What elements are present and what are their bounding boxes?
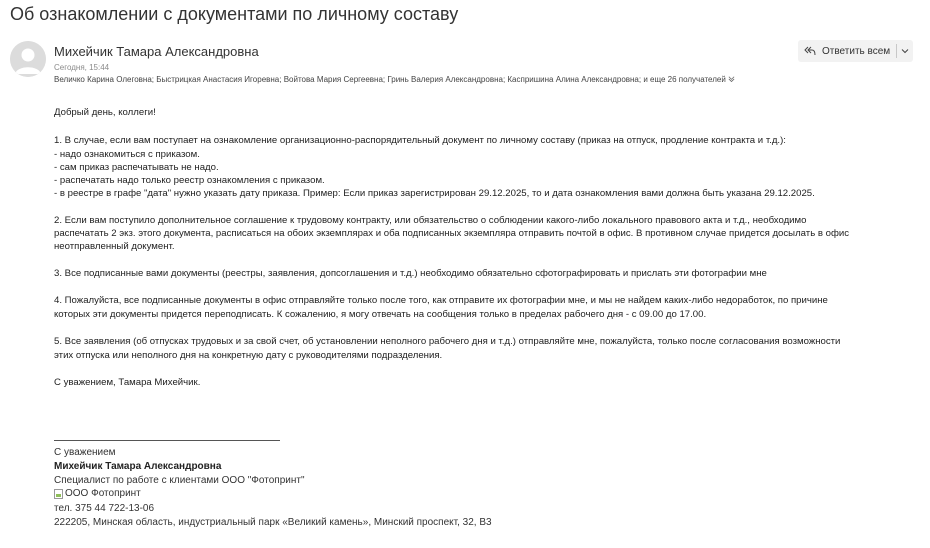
body-line: - распечатать надо только реестр ознакомления с приказом. bbox=[54, 175, 325, 186]
reply-all-icon bbox=[804, 45, 816, 57]
sender-name[interactable]: Михейчик Тамара Александровна bbox=[54, 44, 259, 59]
email-closing: С уважением, Тамара Михейчик. bbox=[54, 377, 201, 388]
body-line: этих отпуска или неполного дня на конкретную дату с руководителями подразделения. bbox=[54, 350, 443, 361]
recipients-list bbox=[54, 75, 735, 84]
signature-name: Михейчик Тамара Александровна bbox=[54, 461, 222, 472]
broken-image-icon bbox=[54, 489, 63, 499]
body-line: которых эти документы придется переподписать. К сожалению, я могу отвечать на сообщения только в пределах рабочего дня - с 09.00 до 17.00. bbox=[54, 309, 707, 320]
signature-address: 222205, Минская область, индустриальный парк «Великий камень», Минский проспект, 32, В3 bbox=[54, 517, 492, 528]
expand-recipients-icon[interactable] bbox=[728, 75, 735, 84]
body-line: 1. В случае, если вам поступает на ознакомление организационно-распорядительный документ по личному составу (приказ на отпуск, продление контракта и т.д.): bbox=[54, 135, 786, 146]
chevron-down-icon bbox=[901, 47, 909, 55]
sent-time: Сегодня, 15:44 bbox=[54, 63, 110, 72]
body-line: - в реестре в графе "дата" нужно указать дату приказа. Пример: Если приказ зарегистрирован 29.12.2025, то и дата ознакомления вами должна быть указана 29.12.2025. bbox=[54, 188, 815, 199]
body-line: 4. Пожалуйста, все подписанные документы в офис отправляйте только после того, как отправите их фотографии мне, и мы не найдем каких-либо недоработок, по причине bbox=[54, 295, 828, 306]
body-line: 3. Все подписанные вами документы (реестры, заявления, допсоглашения и т.д.) необходимо обязательно сфотографировать и прислать эти фотографии мне bbox=[54, 268, 767, 279]
reply-all-button[interactable] bbox=[798, 40, 896, 62]
signature-divider bbox=[54, 440, 280, 441]
recipients-text: Величко Карина Олеговна; Быстрицкая Анастасия Игоревна; Войтова Мария Сергеевна; Гринь Валерия Александровна; Каспришина Алина Александровна; и еще 26 получателей bbox=[54, 75, 726, 84]
email-subject: Об ознакомлении с документами по личному составу bbox=[10, 4, 459, 24]
email-greeting: Добрый день, коллеги! bbox=[54, 107, 156, 118]
body-line: распечатать 2 экз. этого документа, расписаться на обоих экземплярах и оба подписанных экземпляра отправить почтой в офис. В противном случае придется досылать в офис bbox=[54, 228, 850, 239]
avatar[interactable] bbox=[10, 41, 46, 77]
body-line: неотправленный документ. bbox=[54, 241, 175, 252]
signature-position: Специалист по работе с клиентами ООО "Фотопринт" bbox=[54, 475, 305, 486]
reply-options-button[interactable] bbox=[897, 40, 913, 62]
user-avatar-icon bbox=[10, 41, 46, 77]
body-line: - надо ознакомиться с приказом. bbox=[54, 149, 200, 160]
body-line: - сам приказ распечатывать не надо. bbox=[54, 162, 219, 173]
body-line: 5. Все заявления (об отпусках трудовых и за свой счет, об установлении неполного рабочего дня и т.д.) отправляйте мне, пожалуйста, только после согласования возможности bbox=[54, 336, 841, 347]
company-logo bbox=[54, 488, 141, 499]
company-logo-alt: ООО Фотопринт bbox=[65, 488, 141, 499]
body-line: 2. Если вам поступило дополнительное соглашение к трудовому контракту, или обязательство о соблюдении какого-либо локального правового акта и т.д., необходимо bbox=[54, 215, 807, 226]
signature-phone: тел. 375 44 722-13-06 bbox=[54, 503, 155, 514]
signature-regards: С уважением bbox=[54, 447, 116, 458]
reply-all-group bbox=[798, 40, 913, 62]
reply-all-label: Ответить всем bbox=[822, 45, 891, 57]
